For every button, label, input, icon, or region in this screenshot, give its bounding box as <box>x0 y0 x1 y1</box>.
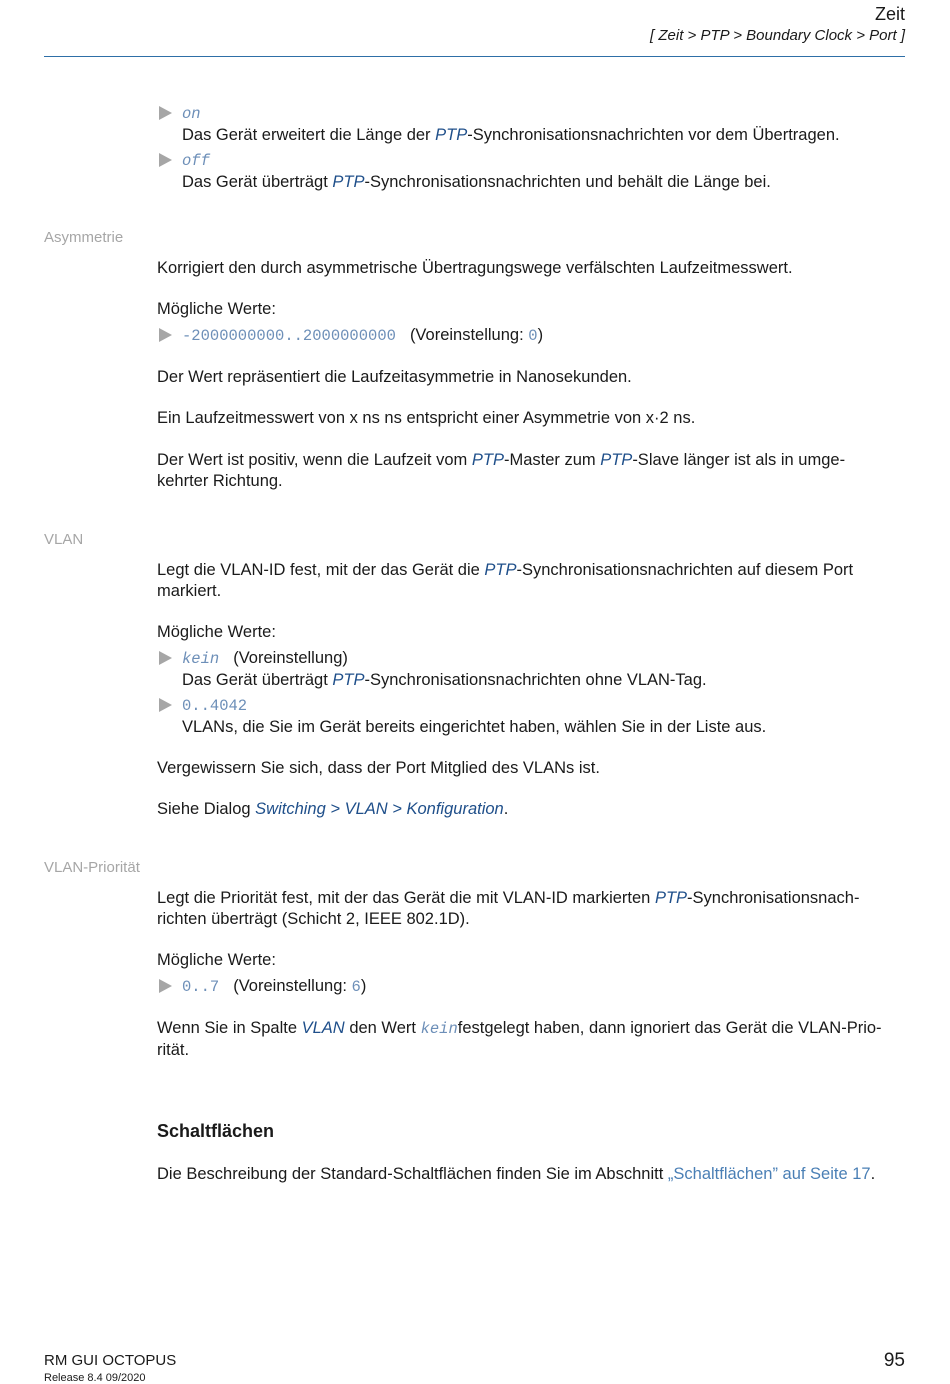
dialog-path-reference: Switching > VLAN > Konfiguration <box>255 800 504 818</box>
default-suffix: ) <box>537 326 544 344</box>
ptp-term: PTP <box>471 451 504 469</box>
ptp-term: PTP <box>332 671 365 689</box>
option-text: -Synchronisationsnachrichten und behält die Länge bei. <box>364 173 771 191</box>
bullet-triangle-icon <box>159 106 172 120</box>
range-value: 0..4042 <box>182 697 248 715</box>
column-reference: VLAN <box>301 1019 345 1037</box>
footer-product: RM GUI OCTOPUS <box>44 1352 177 1369</box>
value-reference: kein <box>420 1020 458 1038</box>
bullet-triangle-icon <box>159 328 172 342</box>
vlan-prio-para-1: Wenn Sie in Spalte VLAN den Wert keinfestgelegt haben, dann ignoriert das Gerät die VLAN-Prio- rität. <box>157 1019 882 1059</box>
header-divider <box>44 56 905 57</box>
option-text: Das Gerät überträgt <box>182 173 333 191</box>
vlan-prio-intro: Legt die Priorität fest, mit der das Gerät die mit VLAN-ID markierten PTP-Synchronisationsnach- richten überträgt (Schicht 2, IEEE 802.1D). <box>157 889 860 928</box>
possible-values-label: Mögliche Werte: <box>157 623 276 641</box>
possible-values-label: Mögliche Werte: <box>157 951 276 969</box>
option-text: -Synchronisationsnachrichten vor dem Übertragen. <box>467 126 840 144</box>
page-section-title: Zeit <box>874 4 905 24</box>
option-text: Das Gerät erweitert die Länge der <box>182 126 436 144</box>
default-suffix: ) <box>360 977 367 995</box>
vlan-prio-range-item <box>157 976 907 998</box>
vlan-option-range <box>157 695 907 738</box>
vlan-intro: Legt die VLAN-ID fest, mit der das Gerät die PTP-Synchronisationsnachrichten auf diesem Port markiert. <box>157 561 854 600</box>
param-label-asymmetrie: Asymmetrie <box>44 229 124 246</box>
asymmetrie-para-3: Der Wert ist positiv, wenn die Laufzeit vom PTP-Master zum PTP-Slave länger ist als in umge- kehrter Richtung. <box>157 451 846 490</box>
default-value: 6 <box>351 978 361 996</box>
cross-reference-link[interactable]: „Schaltflächen” auf Seite 17 <box>667 1165 871 1183</box>
footer-release: Release 8.4 09/2020 <box>44 1372 146 1384</box>
option-value: kein <box>182 650 220 668</box>
range-value: -2000000000..2000000000 <box>182 327 396 345</box>
default-label: (Voreinstellung: <box>233 977 352 995</box>
section-heading-schaltflaechen: Schaltflächen <box>157 1121 275 1141</box>
bullet-triangle-icon <box>159 979 172 993</box>
bullet-triangle-icon <box>159 651 172 665</box>
asymmetrie-intro: Korrigiert den durch asymmetrische Übertragungswege verfälschten Laufzeitmesswert. <box>157 259 793 277</box>
default-value: 0 <box>528 327 538 345</box>
param-label-vlan: VLAN <box>44 531 84 548</box>
ptp-term: PTP <box>484 561 517 579</box>
asymmetrie-range-item <box>157 325 907 347</box>
asymmetrie-para-2: Ein Laufzeitmesswert von x ns ns entspricht einer Asymmetrie von x·2 ns. <box>157 409 696 427</box>
breadcrumb: [ Zeit > PTP > Boundary Clock > Port ] <box>650 27 905 44</box>
option-off <box>157 150 907 193</box>
ptp-term: PTP <box>654 889 688 907</box>
vlan-para-1: Vergewissern Sie sich, dass der Port Mitglied des VLANs ist. <box>157 759 600 777</box>
default-label: (Voreinstellung) <box>233 649 348 667</box>
vlan-option-kein: kein (Voreinstellung) Das Gerät überträgt PTP-Synchronisationsnachrichten ohne VLAN-Tag. <box>157 648 907 691</box>
bullet-triangle-icon <box>159 698 172 712</box>
option-text: VLANs, die Sie im Gerät bereits eingerichtet haben, wählen Sie in der Liste aus. <box>182 718 767 736</box>
default-label: (Voreinstellung: <box>409 326 529 344</box>
option-value: off <box>182 152 210 170</box>
option-value: on <box>182 105 201 123</box>
schaltflaechen-text: Die Beschreibung der Standard-Schaltflächen finden Sie im Abschnitt „Schaltflächen” auf Seite 17. <box>157 1165 876 1183</box>
param-label-vlan-prioritaet: VLAN-Priorität <box>44 859 140 876</box>
bullet-triangle-icon <box>159 153 172 167</box>
ptp-term: PTP <box>600 451 633 469</box>
page-number: 95 <box>883 1350 905 1371</box>
option-on <box>157 103 907 146</box>
possible-values-label: Mögliche Werte: <box>157 300 276 318</box>
ptp-term: PTP <box>332 173 365 191</box>
ptp-term: PTP <box>435 126 468 144</box>
range-value: 0..7 <box>182 978 220 996</box>
vlan-para-2: Siehe Dialog Switching > VLAN > Konfiguration. <box>157 800 509 818</box>
asymmetrie-para-1: Der Wert repräsentiert die Laufzeitasymmetrie in Nanosekunden. <box>157 368 632 386</box>
